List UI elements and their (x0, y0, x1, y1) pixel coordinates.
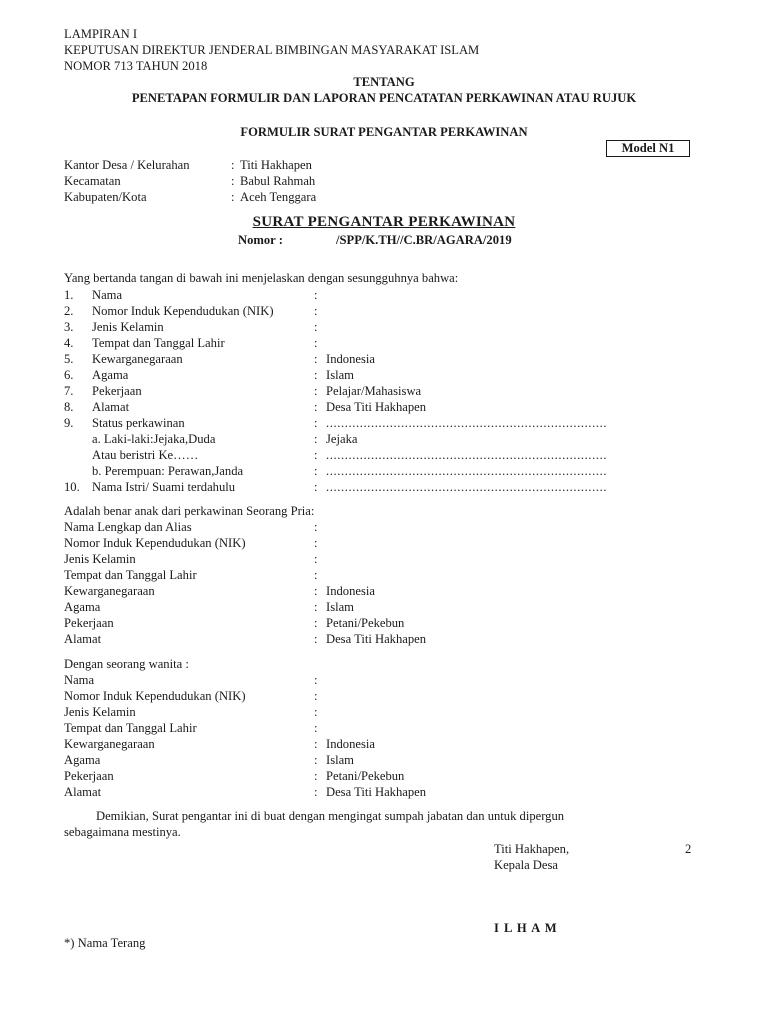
field-label: Pekerjaan (64, 616, 114, 630)
mother-row (0, 736, 768, 752)
identity-row (0, 399, 768, 415)
office-label: Kabupaten/Kota (64, 190, 147, 204)
field-label: Nomor Induk Kependudukan (NIK) (64, 689, 246, 703)
closing-line2: sebagaimana mestinya. (64, 825, 181, 839)
field-colon: : (314, 336, 318, 350)
field-colon: : (314, 320, 318, 334)
identity-row (0, 415, 768, 431)
office-row (0, 157, 768, 173)
footnote: *) Nama Terang (64, 936, 146, 950)
field-value: ........................................................................... (326, 448, 608, 462)
decree-subject: PENETAPAN FORMULIR DAN LAPORAN PENCATATAN PERKAWINAN ATAU RUJUK (131, 91, 637, 105)
field-colon: : (314, 368, 318, 382)
field-colon: : (314, 600, 318, 614)
field-label: Agama (64, 753, 101, 767)
office-label: Kecamatan (64, 174, 121, 188)
field-value: ........................................................................... (326, 464, 608, 478)
field-value: Islam (326, 368, 354, 382)
mother-row (0, 752, 768, 768)
field-value: Indonesia (326, 737, 375, 751)
field-colon: : (314, 689, 318, 703)
field-label: Kewarganegaraan (64, 584, 155, 598)
field-label: Alamat (92, 400, 130, 414)
father-row (0, 535, 768, 551)
identity-row (0, 479, 768, 495)
field-label: Agama (64, 600, 101, 614)
field-label: Alamat (64, 632, 102, 646)
field-label: Kewarganegaraan (92, 352, 183, 366)
office-colon: : (231, 190, 235, 204)
signatory-name: I L H A M (494, 921, 558, 935)
field-label: Atau beristri Ke…… (92, 448, 199, 462)
signature-position: Kepala Desa (494, 858, 558, 872)
field-value: Desa Titi Hakhapen (326, 785, 427, 799)
field-colon: : (314, 288, 318, 302)
model-badge: Model N1 (606, 140, 690, 157)
identity-row (0, 367, 768, 383)
form-title: FORMULIR SURAT PENGANTAR PERKAWINAN (240, 125, 528, 139)
closing-paragraph: Demikian, Surat pengantar ini di buat dengan mengingat sumpah jabatan dan untuk dipergun (96, 809, 565, 823)
identity-row (0, 463, 768, 479)
father-row (0, 599, 768, 615)
father-row (0, 551, 768, 567)
row-number: 1. (64, 288, 74, 302)
field-label: Nama (64, 673, 95, 687)
identity-row (0, 319, 768, 335)
field-colon: : (314, 352, 318, 366)
field-value: ........................................................................... (326, 480, 608, 494)
field-label: Jenis Kelamin (64, 705, 136, 719)
field-value: Petani/Pekebun (326, 616, 405, 630)
field-colon: : (314, 552, 318, 566)
identity-row (0, 335, 768, 351)
identity-row (0, 431, 768, 447)
field-value: Islam (326, 600, 354, 614)
attachment-label: LAMPIRAN I (64, 27, 138, 41)
mother-row (0, 704, 768, 720)
father-row (0, 567, 768, 583)
father-row (0, 519, 768, 535)
field-label: Nama Lengkap dan Alias (64, 520, 192, 534)
field-label: Status perkawinan (92, 416, 185, 430)
office-value: Aceh Tenggara (240, 190, 317, 204)
identity-row (0, 303, 768, 319)
field-label: Tempat dan Tanggal Lahir (64, 721, 197, 735)
field-label: Nama Istri/ Suami terdahulu (92, 480, 236, 494)
field-label: Tempat dan Tanggal Lahir (92, 336, 225, 350)
field-value: Desa Titi Hakhapen (326, 400, 427, 414)
field-value: Islam (326, 753, 354, 767)
field-colon: : (314, 520, 318, 534)
field-value: Pelajar/Mahasiswa (326, 384, 422, 398)
row-number: 2. (64, 304, 74, 318)
field-colon: : (314, 737, 318, 751)
field-label: Pekerjaan (64, 769, 114, 783)
field-colon: : (314, 432, 318, 446)
intro-text: Yang bertanda tangan di bawah ini menjelaskan dengan sesungguhnya bahwa: (64, 271, 459, 285)
tentang-heading: TENTANG (353, 75, 415, 89)
mother-row (0, 784, 768, 800)
field-colon: : (314, 721, 318, 735)
field-colon: : (314, 384, 318, 398)
field-colon: : (314, 785, 318, 799)
field-colon: : (314, 568, 318, 582)
field-colon: : (314, 416, 318, 430)
field-label: Nomor Induk Kependudukan (NIK) (92, 304, 274, 318)
field-colon: : (314, 769, 318, 783)
field-value: Jejaka (326, 432, 358, 446)
field-value: Indonesia (326, 352, 375, 366)
office-colon: : (231, 158, 235, 172)
identity-row (0, 383, 768, 399)
row-number: 3. (64, 320, 74, 334)
row-number: 8. (64, 400, 74, 414)
field-label: Jenis Kelamin (92, 320, 164, 334)
field-colon: : (314, 304, 318, 318)
row-number: 9. (64, 416, 74, 430)
field-label: b. Perempuan: Perawan,Janda (92, 464, 244, 478)
mother-heading: Dengan seorang wanita : (64, 657, 189, 671)
field-label: Tempat dan Tanggal Lahir (64, 568, 197, 582)
field-label: Agama (92, 368, 129, 382)
mother-row (0, 672, 768, 688)
mother-row (0, 720, 768, 736)
decree-title: KEPUTUSAN DIREKTUR JENDERAL BIMBINGAN MASYARAKAT ISLAM (64, 43, 480, 57)
identity-row (0, 287, 768, 303)
field-colon: : (314, 705, 318, 719)
row-number: 10. (64, 480, 80, 494)
father-row (0, 615, 768, 631)
nomor-value: /SPP/K.TH//C.BR/AGARA/2019 (336, 233, 512, 247)
row-number: 4. (64, 336, 74, 350)
field-value: ........................................................................... (326, 416, 608, 430)
field-colon: : (314, 536, 318, 550)
field-label: Nomor Induk Kependudukan (NIK) (64, 536, 246, 550)
field-colon: : (314, 448, 318, 462)
office-colon: : (231, 174, 235, 188)
field-colon: : (314, 400, 318, 414)
office-row (0, 173, 768, 189)
mother-row (0, 688, 768, 704)
field-label: Pekerjaan (92, 384, 142, 398)
identity-row (0, 447, 768, 463)
row-number: 5. (64, 352, 74, 366)
field-value: Petani/Pekebun (326, 769, 405, 783)
signature-date: 2 (685, 842, 692, 856)
signature-place: Titi Hakhapen, (494, 842, 570, 856)
mother-row (0, 768, 768, 784)
field-colon: : (314, 753, 318, 767)
field-label: Nama (92, 288, 123, 302)
father-row (0, 583, 768, 599)
office-value: Titi Hakhapen (240, 158, 312, 172)
decree-number: NOMOR 713 TAHUN 2018 (64, 59, 208, 73)
field-colon: : (314, 616, 318, 630)
field-colon: : (314, 632, 318, 646)
field-label: Kewarganegaraan (64, 737, 155, 751)
office-row (0, 189, 768, 205)
field-label: a. Laki-laki:Jejaka,Duda (92, 432, 216, 446)
office-value: Babul Rahmah (240, 174, 316, 188)
father-heading: Adalah benar anak dari perkawinan Seorang Pria: (64, 504, 315, 518)
field-colon: : (314, 464, 318, 478)
row-number: 7. (64, 384, 74, 398)
nomor-label: Nomor : (238, 233, 283, 247)
field-colon: : (314, 673, 318, 687)
field-colon: : (314, 584, 318, 598)
identity-row (0, 351, 768, 367)
letter-title: SURAT PENGANTAR PERKAWINAN (252, 214, 516, 230)
field-value: Indonesia (326, 584, 375, 598)
field-label: Jenis Kelamin (64, 552, 136, 566)
field-colon: : (314, 480, 318, 494)
field-label: Alamat (64, 785, 102, 799)
field-value: Desa Titi Hakhapen (326, 632, 427, 646)
row-number: 6. (64, 368, 74, 382)
office-label: Kantor Desa / Kelurahan (64, 158, 190, 172)
father-row (0, 631, 768, 647)
